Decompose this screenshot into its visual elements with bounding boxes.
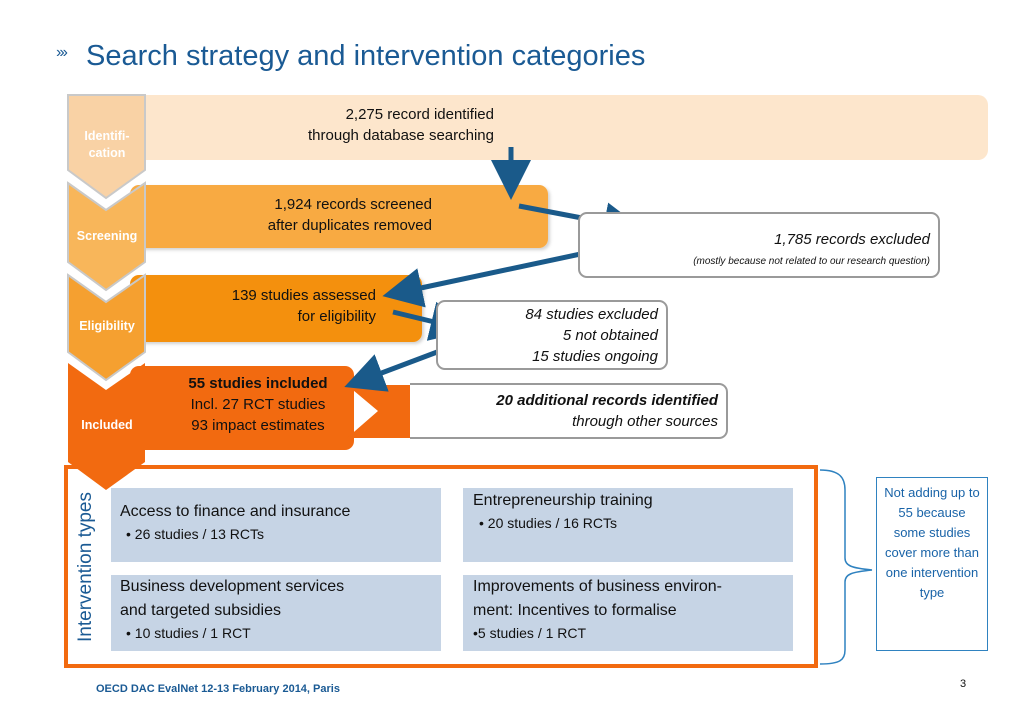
- screened-text: 1,924 records screened after duplicates removed: [267, 196, 432, 234]
- stage-label-screening: Screening: [76, 229, 138, 243]
- intervention-types-label: Intervention types: [75, 492, 96, 642]
- additional-records-box: [410, 383, 728, 439]
- title-chevrons: ›››: [56, 44, 66, 61]
- curly-brace: [820, 470, 872, 664]
- excluded-records-reason: (mostly because not related to our research question): [693, 256, 930, 267]
- identified-text: 2,275 record identified through database searching: [308, 106, 494, 144]
- stage-label-eligibility: Eligibility: [79, 319, 135, 333]
- additional-records-text: 20 additional records identified through other sources: [496, 392, 718, 430]
- intervention-type-finance: Access to finance and insurance • 26 studies / 13 RCTs: [111, 488, 441, 562]
- intervention-type-bds: Business development services and targeted subsidies • 10 studies / 1 RCT: [111, 575, 441, 651]
- not-adding-up-note: Not adding up to 55 because some studies cover more than one intervention type: [876, 477, 988, 651]
- excluded-studies-box: [436, 300, 668, 370]
- intervention-types-label-wrap: [70, 470, 102, 664]
- excluded-records-count: 1,785 records excluded: [774, 231, 930, 248]
- footer-text: OECD DAC EvalNet 12-13 February 2014, Paris: [96, 683, 340, 695]
- stage-label-included: Included: [81, 418, 133, 432]
- page-number: 3: [960, 678, 967, 690]
- intervention-type-business-environment: Improvements of business environ- ment: Incentives to formalise •5 studies / 1 RCT: [463, 575, 793, 651]
- excluded-studies-text: 84 studies excluded 5 not obtained 15 studies ongoing: [525, 306, 658, 365]
- included-text: 55 studies included Incl. 27 RCT studies 93 impact estimates: [188, 375, 328, 434]
- intervention-type-entrepreneurship: Entrepreneurship training • 20 studies / 16 RCTs: [463, 488, 793, 562]
- assessed-text: 139 studies assessed for eligibility: [231, 287, 376, 325]
- stage-label-identification: Identifi- cation: [84, 129, 130, 160]
- slide-title: Search strategy and intervention categories: [86, 40, 646, 72]
- excluded-records-box: [578, 212, 940, 278]
